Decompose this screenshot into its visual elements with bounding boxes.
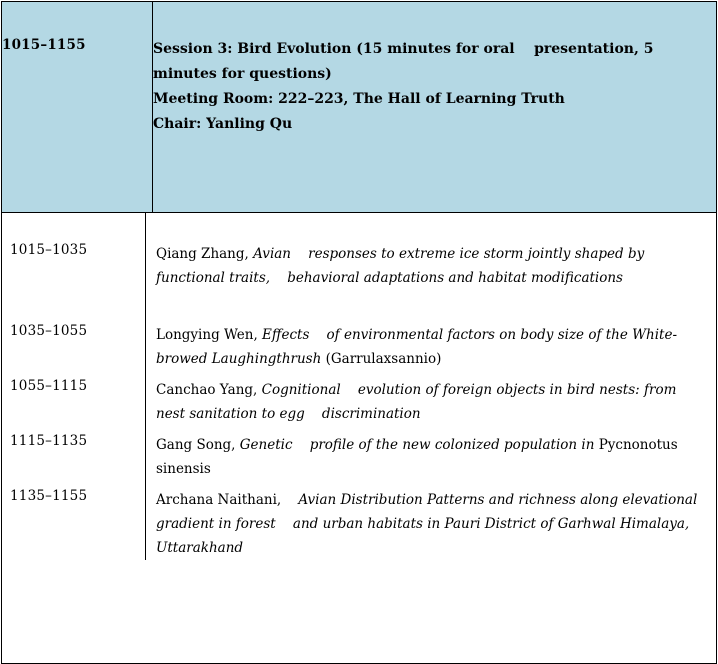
talk-entry — [145, 371, 716, 426]
talk-entry — [145, 290, 716, 371]
session-header-time: 1015–1155 — [2, 37, 86, 53]
session-room: Meeting Room: 222–223, The Hall of Learning Truth — [153, 90, 565, 107]
talk-title: Genetic profile of the new colonized population in — [239, 437, 599, 454]
talk-author: Canchao Yang, — [156, 382, 262, 399]
talk-time: 1055–1115 — [10, 378, 88, 395]
talk-time: 1015–1035 — [10, 242, 88, 258]
session-chair: Chair: Yanling Qu — [153, 115, 293, 132]
talk-author: Archana Naithani, — [156, 492, 286, 509]
session-header-row — [2, 2, 717, 213]
talk-author: Longying Wen, — [156, 327, 263, 344]
talk-list — [2, 213, 716, 560]
talk-row — [2, 481, 716, 560]
session-title: Session 3: Bird Evolution (15 minutes for oral presentation, 5 minutes for questions) — [153, 41, 659, 82]
session-talks-row — [2, 213, 717, 664]
talk-title: Avian Distribution Patterns and richness along elevational gradient in forest and urban habitats in Pauri District of Garhwal Himalaya, Uttarakhand — [156, 492, 702, 557]
session-header-time-cell — [2, 2, 153, 213]
talk-tail: Pycnonotus sinensis — [156, 437, 682, 478]
talk-author: Gang Song, — [156, 437, 240, 454]
talk-time: 1035–1055 — [10, 323, 88, 340]
talk-entry — [145, 426, 716, 481]
talk-title: Cognitional evolution of foreign objects in bird nests: from nest sanitation to egg discrimination — [156, 382, 681, 423]
session-header-detail-cell — [153, 2, 717, 213]
talk-time: 1115–1135 — [10, 433, 88, 450]
talk-row — [2, 371, 716, 426]
talk-row — [2, 290, 716, 371]
talk-entry — [145, 481, 716, 560]
talk-author: Qiang Zhang, — [156, 246, 254, 262]
talk-row — [2, 426, 716, 481]
session-talks-cell — [2, 213, 717, 664]
talk-title: Effects of environmental factors on body size of the White-browed Laughingthrush — [156, 327, 678, 368]
talk-time: 1135–1155 — [10, 488, 88, 505]
session-schedule-table — [1, 1, 717, 664]
talk-title: Avian responses to extreme ice storm jointly shaped by functional traits, behavioral adaptations and habitat modifications — [156, 246, 649, 287]
talk-entry — [145, 213, 716, 290]
talk-row — [2, 213, 716, 290]
talk-tail: (Garrulaxsannio) — [325, 351, 442, 368]
